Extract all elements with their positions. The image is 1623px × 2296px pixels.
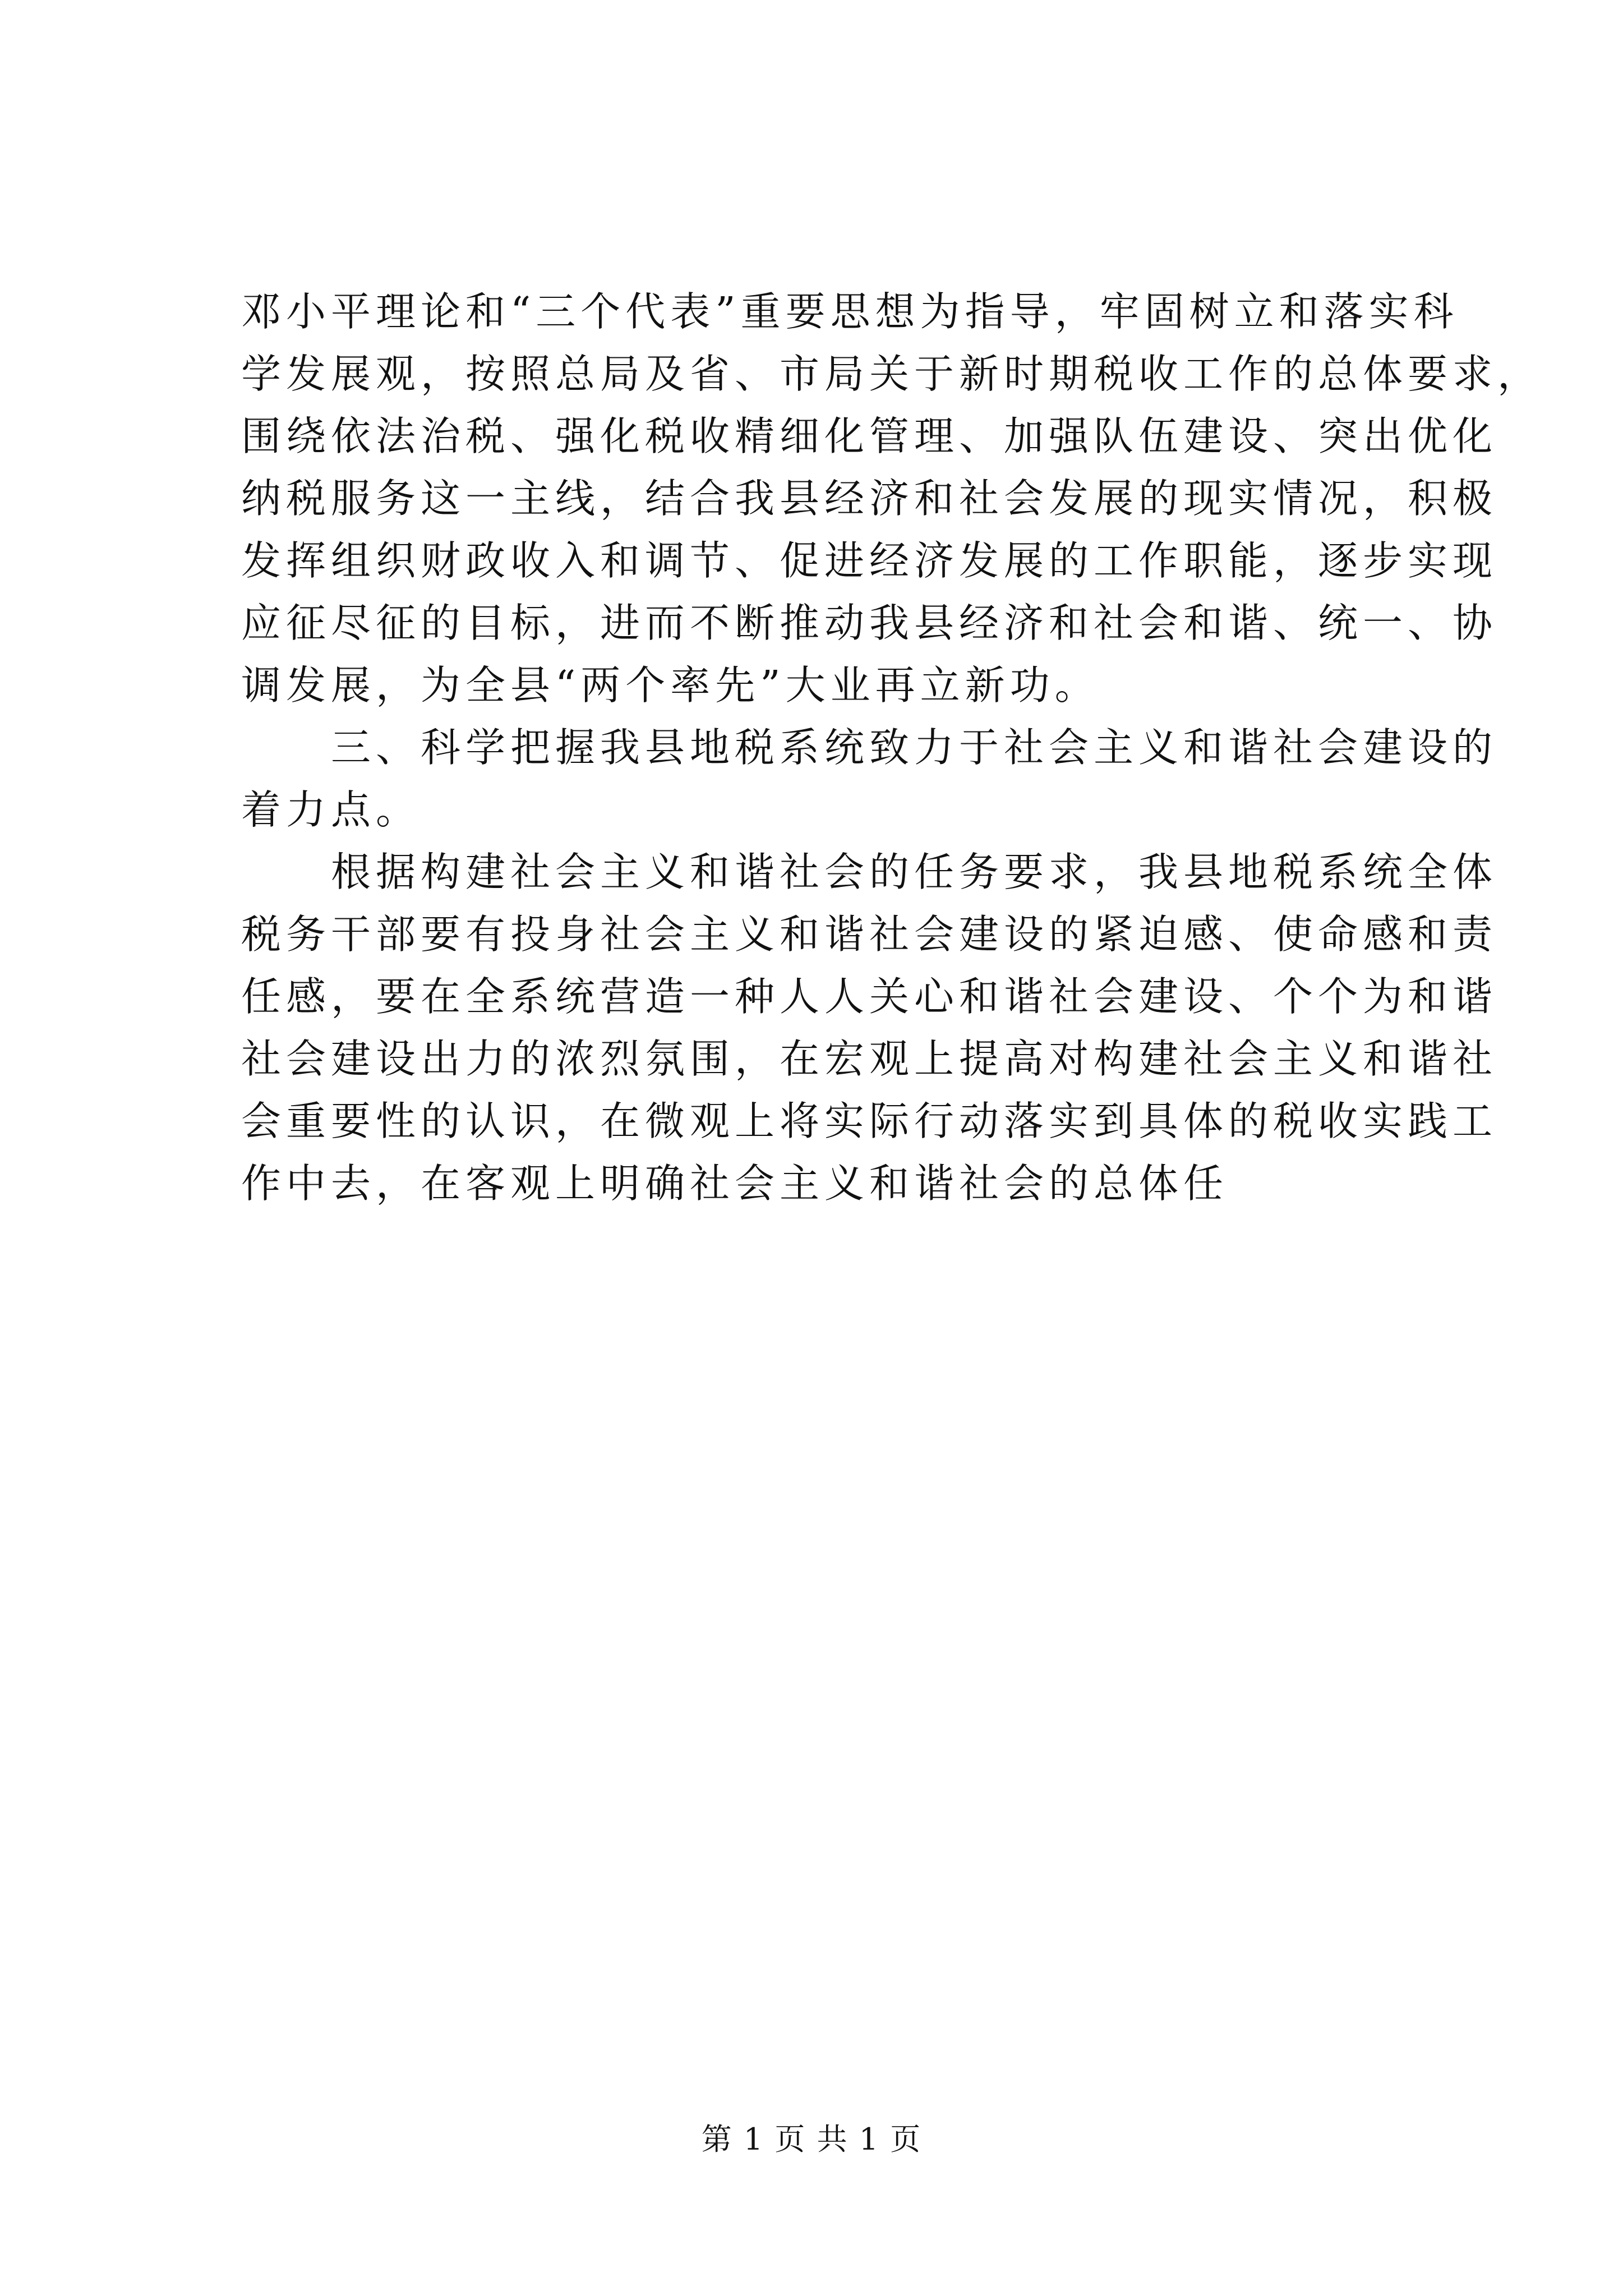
document-body xyxy=(241,280,1543,1214)
text-line: 发挥组织财政收入和调节、促进经济发展的工作职能，逐步实现 xyxy=(241,537,1498,584)
text-line: 学发展观，按照总局及省、市局关于新时期税收工作的总体要求， xyxy=(241,351,1543,397)
text-line: 作中去，在客观上明确社会主义和谐社会的总体任 xyxy=(241,1160,1229,1207)
text-line: 围绕依法治税、强化税收精细化管理、加强队伍建设、突出优化 xyxy=(241,413,1498,459)
text-line: 根据构建社会主义和谐社会的任务要求，我县地税系统全体 xyxy=(241,849,1498,895)
text-line: 纳税服务这一主线，结合我县经济和社会发展的现实情况，积极 xyxy=(241,475,1498,522)
text-line: 应征尽征的目标，进而不断推动我县经济和社会和谐、统一、协 xyxy=(241,600,1498,646)
text-line: 社会建设出力的浓烈氛围，在宏观上提高对构建社会主义和谐社 xyxy=(241,1036,1498,1082)
section-heading-line: 三、科学把握我县地税系统致力于社会主义和谐社会建设的 xyxy=(241,724,1498,771)
text-line: 邓小平理论和“三个代表”重要思想为指导，牢固树立和落实科 xyxy=(241,288,1459,335)
text-line: 任感，要在全系统营造一种人人关心和谐社会建设、个个为和谐 xyxy=(241,973,1498,1020)
text-line: 调发展，为全县“两个率先”大业再立新功。 xyxy=(241,662,1100,708)
page-footer: 第 1 页 共 1 页 xyxy=(701,2122,922,2157)
text-line: 税务干部要有投身社会主义和谐社会建设的紧迫感、使命感和责 xyxy=(241,911,1498,958)
text-line: 会重要性的认识，在微观上将实际行动落实到具体的税收实践工 xyxy=(241,1098,1498,1144)
section-heading-line: 着力点。 xyxy=(241,786,421,833)
